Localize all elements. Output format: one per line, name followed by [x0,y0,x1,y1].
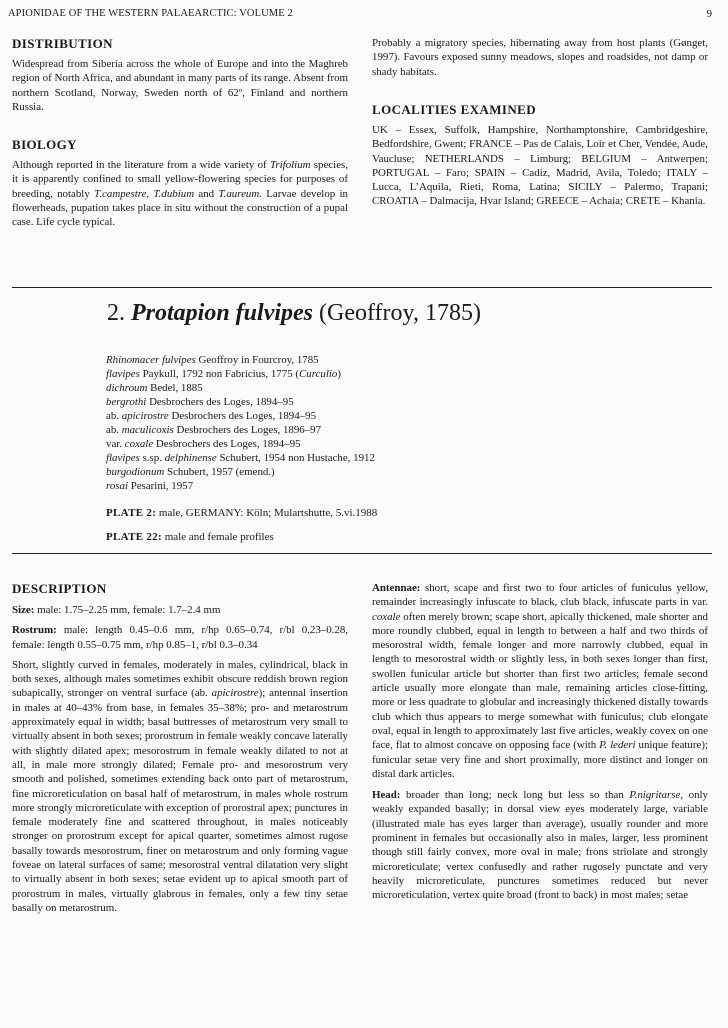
antennae-section [372,581,708,903]
antennae-text: Antennae: short, scape and first two to four articles of funiculus yellow, remainder increasingly infuscate to black, club black, infuscate parts in var. coxale often merely brown; scape short, apically thickened, male shorter and more roundly clubbed, equal in length to between a half and two thirds of mesorostral width, female longer and more narrowly clubbed, equal in length to mesorostral width or slightly less, in both sexes longer than first, swollen funicular article but shorter than first two articles; female second article usually more elongate than male, remaining articles close-fitting, more or less quadrate to globular and increasingly thickened distally towards club which thus appears to merge somewhat with funiculus; club elongate oval, equal in length to approximately last five articles, weakly covex on one face, flat to almost concave on opposing face (with P. lederi unique feature); funicular setae very fine and short proximally, more distinct and longer on distal dark articles. [372,582,708,780]
species-author: (Geoffroy, 1785) [319,300,481,326]
plate-reference: PLATE 22: male and female profiles [106,531,274,543]
biology-text: Although reported in the literature from a wide variety of Trifolium species, it is apparently confined to small yellow-flowering species for purposes of breeding, notably T.campestre, T.dubium and T.aureum. Larvae develop in flowerheads, pupation takes place in situ without the construction of a pupal case. Life cycle typical. [12,159,348,229]
localities-section [372,102,708,209]
head-text: Head: broader than long; neck long but less so than P.nigritarse, only weakly expanded basally; in dorsal view eyes moderately large, variable (illustrated male has eyes larger than average), usually rounder and more prominent in females but occasionally also in males, larger, less prominent though still fairly convex, more oval in male; frons striolate and strongly microreticulate; vertex confusedly and rather rugosely punctate and very heavily microreticulate, punctures sometimes reduced but never microreticulation, vertex quite broad (front to back) in most males; setae [372,789,708,902]
section-divider [12,287,712,288]
synonym-line: var. coxale Desbrochers des Loges, 1894–95 [106,438,301,450]
biology-heading: BIOLOGY [12,137,77,152]
synonym-list [106,353,375,493]
synonym-line: bergrothi Desbrochers des Loges, 1894–95 [106,396,294,408]
localities-heading: LOCALITIES EXAMINED [372,102,536,117]
synonym-line: flavipes Paykull, 1792 non Fabricius, 1775 (Curculio) [106,368,341,380]
migratory-section [372,36,708,79]
plate-reference: PLATE 2: male, GERMANY: Köln; Mulartshutte, 5.vi.1988 [106,507,378,519]
distribution-text: Widespread from Siberia across the whole of Europe and into the Maghreb region of North Africa, and abundant in many parts of its range. Absent from northern Scotland, Norway, Sweden north of 62º, Finland and northern Russia. [12,58,348,113]
size-text: Size: male: 1.75–2.25 mm, female: 1.7–2.4 mm [12,604,221,616]
biology-section [12,137,348,229]
synonym-line: flavipes s.sp. delphinense Schubert, 1954 non Hustache, 1912 [106,452,375,464]
synonym-line: Rhinomacer fulvipes Geoffroy in Fourcroy, 1785 [106,354,319,366]
distribution-heading: DISTRIBUTION [12,36,113,51]
rostrum-text: Rostrum: male: length 0.45–0.6 mm, r/hp 0.65–0.74, r/bl 0.23–0.28, female: length 0.55–0.75 mm, r/hp 0.85–1, r/bl 0.3–0.34 [12,624,348,651]
running-header: APIONIDAE OF THE WESTERN PALAEARCTIC: VOLUME 2 [8,8,293,19]
distribution-section [12,36,348,114]
description-section [12,581,348,915]
page-number: 9 [706,8,712,20]
synonym-line: rosai Pesarini, 1957 [106,480,194,492]
synonym-line: ab. apicirostre Desbrochers des Loges, 1894–95 [106,410,317,422]
species-title [107,300,481,327]
synonym-line: dichroum Bedel, 1885 [106,382,203,394]
synonym-line: burgodionum Schubert, 1957 (emend.) [106,466,275,478]
species-number: 2. [107,300,125,326]
rostrum-detail-text: Short, slightly curved in females, moderately in males, cylindrical, black in both sexes, although males sometimes exhibit obscure reddish brown region subapically, stronger on ventral surface (ab. apicirostre); antennal insertion in males at 40–43% from base, in females 35–38%; pro- and metarostrum approximately equal in width; basal buttresses of metarostrum very small to virtually absent in both sexes; prorostrum in female weakly concave laterally with slightly dilated apex; mesorostrum in female weakly dilated to not at all, in male more strongly dilated; Female pro- and mesorostrum very smooth and polished, sometimes extending back onto part of metarostrum, fine microreticulation on basal half of metarostrum, in males whole rostrum more strongly microreticulate with exception of prorostral apex; punctures in female moderately fine and scattered throughout, in males noticeably stronger on prorostrum except for apical quarter, sometimes almost rugose basally towards mesorostrum, finer on metarostrum and only forming vague foveae on lateral surfaces of same; mesorostral ventral dilatation very slight to virtually absent in both sexes; setae evident up to apical smooth part of prorostrum in males, virtually glabrous in females, only a few tiny setae basally on metarostrum. [12,658,348,914]
synonym-line: ab. maculicoxis Desbrochers des Loges, 1896–97 [106,424,322,436]
description-heading: DESCRIPTION [12,581,107,596]
section-divider [12,553,712,554]
species-name: Protapion fulvipes [131,300,314,326]
localities-text: UK – Essex, Suffolk, Hampshire, Northamptonshire, Cambridgeshire, Bedfordshire, Gwent; FRANCE – Pas de Calais, Loir et Cher, Vendée, Aude, Vaucluse; NETHERLANDS – Limburg; BELGIUM – Antwerpen; PORTUGAL – Faro; SPAIN – Cadiz, Madrid, Avila, Toledo; ITALY – Lucca, L’Aquila, Rieti, Roma, Latina; SICILY – Palermo, Trapani; CROATIA – Dalmacija, Hvar Island; GREECE – Achaia; CRETE – Khania. [372,124,708,208]
migratory-text: Probably a migratory species, hibernating away from host plants (Gønget, 1997). Favours exposed sunny meadows, slopes and roadsides, not damp or shady habitats. [372,37,708,78]
